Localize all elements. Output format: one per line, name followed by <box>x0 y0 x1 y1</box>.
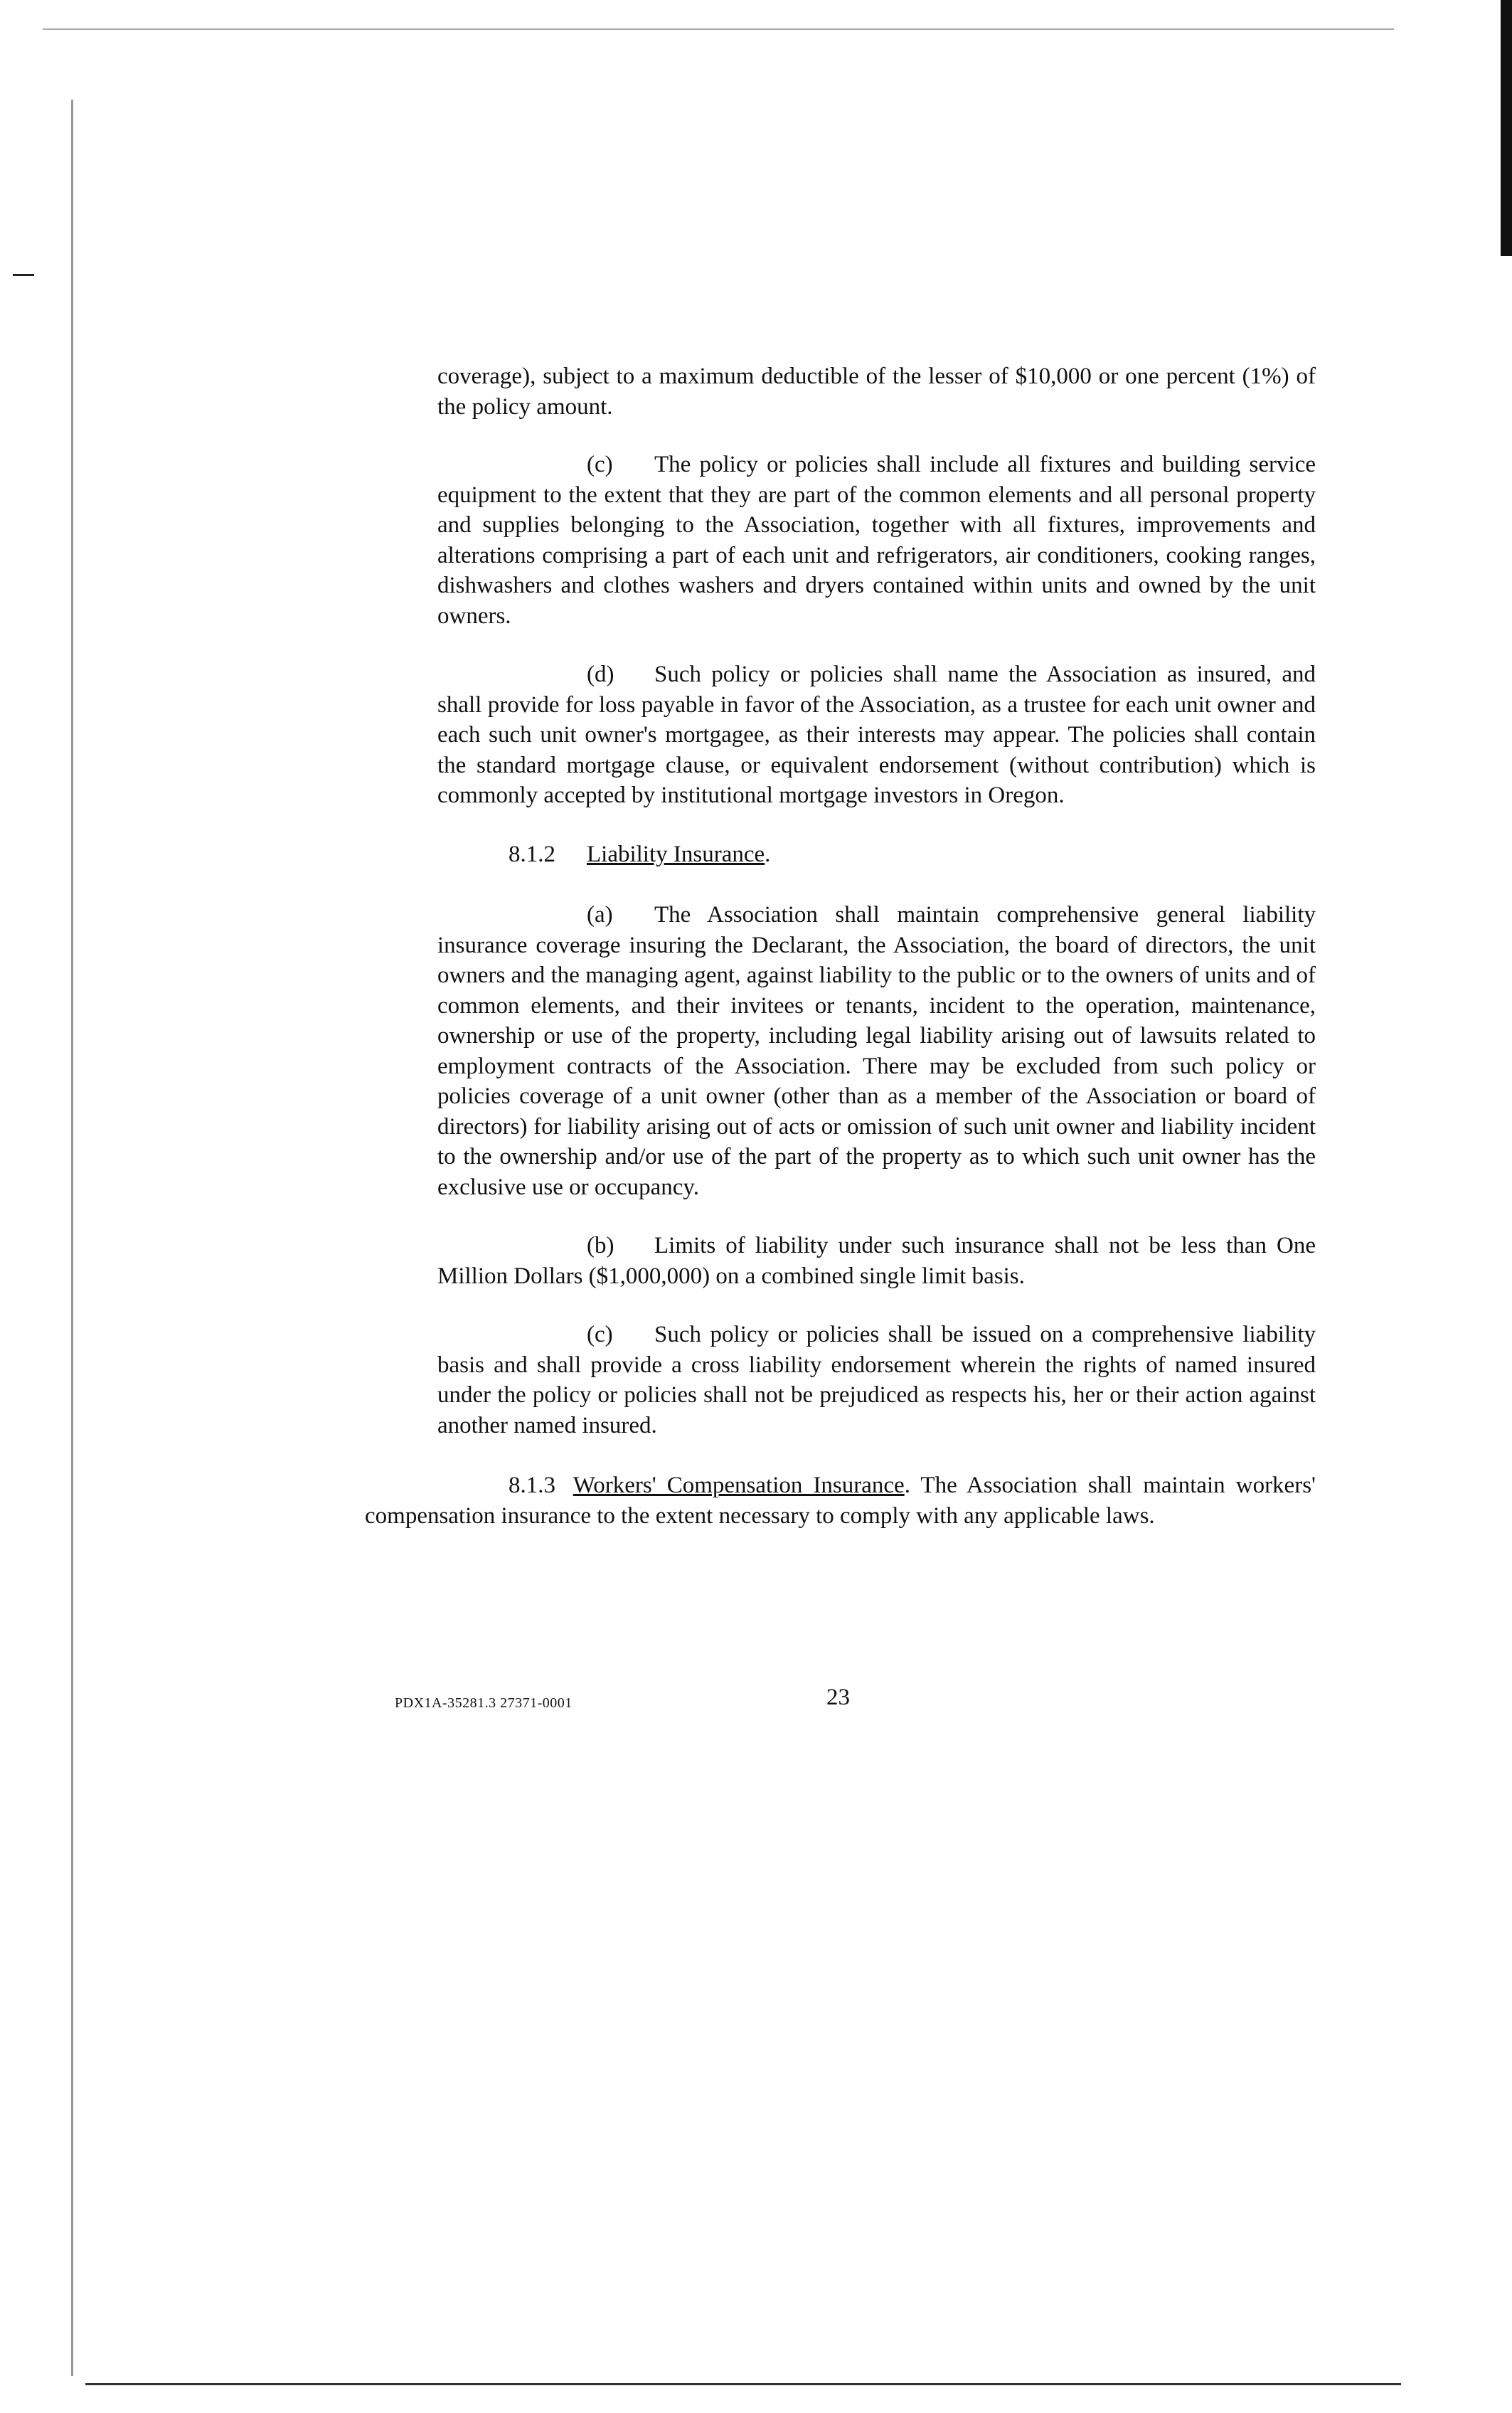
section-workers-compensation <box>365 1470 1316 1531</box>
section-title: Liability Insurance <box>587 842 765 867</box>
section-number: 8.1.3 <box>509 1473 555 1498</box>
coverage-paragraph-d <box>437 659 1316 811</box>
liability-paragraph-c <box>437 1320 1316 1441</box>
paragraph-marker: (b) <box>587 1233 614 1258</box>
liability-paragraph-a <box>437 900 1316 1202</box>
scan-left-edge-line <box>71 100 73 2376</box>
paragraph-text: The policy or policies shall include all fixtures and building service equipment to the extent that they are part of the common elements and all personal property and supplies belonging to the Association, together with all fixtures, improvements and alterations comprising a part of each unit and refrigerators, air conditioners, cooking ranges, dishwashers and clothes washers and dryers contained within units and owned by the unit owners. <box>437 452 1316 629</box>
paragraph-text: Limits of liability under such insurance shall not be less than One Million Dollars ($1,000,000) on a combined single limit basis. <box>437 1233 1316 1289</box>
paragraph-marker: (c) <box>587 1322 613 1347</box>
section-text: . The Association shall maintain workers' compensation insurance to the extent necessary to comply with any applicable laws. <box>365 1473 1316 1529</box>
section-title-period: . <box>765 842 771 867</box>
scan-left-dash <box>13 274 34 276</box>
section-number: 8.1.2 <box>509 842 555 867</box>
paragraph-marker: (c) <box>587 452 613 477</box>
paragraph-text: Such policy or policies shall name the Association as insured, and shall provide for loss payable in favor of the Association, as a trustee for each unit owner and each such unit owner's mortgagee, as their interests may appear. The policies shall contain the standard mortgage clause, or equivalent endorsement (without contribution) which is commonly accepted by institutional mortgage investors in Oregon. <box>437 662 1316 808</box>
scan-bottom-line <box>85 2383 1401 2385</box>
paragraph-marker: (a) <box>587 902 613 928</box>
scan-top-dashes <box>43 28 1394 30</box>
section-title: Workers' Compensation Insurance <box>573 1473 905 1498</box>
footer-document-id: PDX1A-35281.3 27371-0001 <box>395 1695 573 1711</box>
paragraph-text: Such policy or policies shall be issued on a comprehensive liability basis and shall provide a cross liability endorsement wherein the rights of named insured under the policy or policies shall not be prejudiced as respects his, her or their action against another named insured. <box>437 1322 1316 1438</box>
scan-right-edge-bar <box>1501 0 1512 256</box>
paragraph-marker: (d) <box>587 662 614 687</box>
section-heading-liability <box>509 839 770 869</box>
paragraph-text: The Association shall maintain comprehensive general liability insurance coverage insuring the Declarant, the Association, the board of directors, the unit owners and the managing agent, against liability to the public or to the owners of units and of common elements, and their invitees or tenants, incident to the operation, maintenance, ownership or use of the property, including legal liability arising out of lawsuits related to employment contracts of the Association. There may be excluded from such policy or policies coverage of a unit owner (other than as a member of the Association or board of directors) for liability arising out of acts or omission of such unit owner and liability incident to the ownership and/or use of the part of the property as to which such unit owner has the exclusive use or occupancy. <box>437 902 1316 1200</box>
footer-page-number: 23 <box>826 1685 850 1710</box>
liability-paragraph-b <box>437 1231 1316 1291</box>
coverage-paragraph-c <box>437 450 1316 631</box>
continuation-paragraph: coverage), subject to a maximum deductible of the lesser of $10,000 or one percent (1%) of the policy amount. <box>437 364 1316 420</box>
